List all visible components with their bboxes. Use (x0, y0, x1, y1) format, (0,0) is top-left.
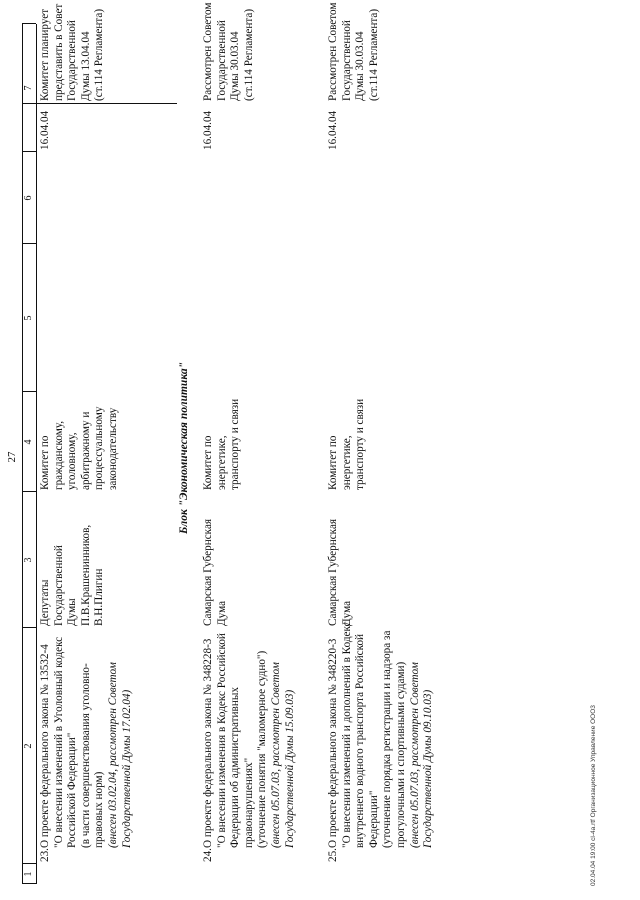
committee-line: уголовному, (66, 432, 79, 490)
document-page (0, 2, 620, 892)
column-header-5: 5 (23, 315, 34, 321)
bill-title (202, 633, 297, 848)
bill-status (327, 3, 381, 101)
column-header-1: 1 (23, 871, 34, 877)
committee-line: законодательству (106, 407, 119, 490)
block-title: Блок "Экономическая политика" (178, 361, 190, 534)
initiator-line: Дума (340, 600, 353, 626)
bill-title-line: (уточнение порядка регистрации и надзора за (381, 630, 394, 848)
header-bottom-rule (36, 24, 37, 884)
bill-note-line: Государственной Думы 15.09.03) (283, 689, 296, 848)
bill-initiator (327, 519, 354, 626)
initiator-line: В.Н.Плигин (93, 568, 106, 626)
status-line: представить в Совет (52, 3, 65, 101)
status-line: Думы 30.03.04 (354, 31, 367, 101)
committee-line: арбитражному и (79, 411, 92, 490)
initiator-line: П.В.Крашенинников, (79, 524, 92, 626)
bill-title-line: "О внесении изменения в Кодекс Российской (215, 633, 228, 848)
committee-line: энергетике, (215, 435, 228, 490)
status-line: Думы 13.04.04 (79, 31, 92, 101)
committee-line: Комитет по (202, 435, 214, 490)
initiator-line: Государственной (52, 545, 65, 626)
bill-date: 16.04.04 (39, 110, 51, 150)
status-line: Рассмотрен Советом (202, 2, 214, 101)
committee-line: Комитет по (39, 435, 51, 490)
initiator-line: Дума (215, 600, 228, 626)
committee-line: энергетике, (340, 435, 353, 490)
bill-title (327, 621, 436, 848)
bill-note-line: (внесен 03.02.04, рассмотрен Советом (106, 662, 119, 848)
bill-note-line: Государственной Думы 09.10.03) (422, 689, 435, 848)
bill-title-line: О проекте федерального закона № 13532-4 (39, 644, 51, 848)
bill-title-line: "О внесении изменений и дополнений в Кодекс (340, 621, 353, 848)
bill-title-line: Федерации об административных (229, 687, 242, 848)
status-line: Комитет планирует (39, 8, 51, 101)
bill-title-line: прогулочными и спортивными судами) (394, 661, 407, 848)
bill-initiator (39, 525, 107, 626)
status-line: Государственной (66, 20, 79, 101)
row-number: 25. (327, 848, 339, 862)
bill-title-line: (в части совершенствования уголовно- (79, 663, 92, 848)
initiator-line: Самарская Губернская (327, 518, 339, 626)
status-line: (ст.114 Регламента) (367, 8, 380, 101)
bill-committee (202, 399, 243, 490)
committee-line: процессуальному (93, 406, 106, 490)
committee-line: гражданскому, (52, 420, 65, 490)
bill-committee (327, 399, 368, 490)
page-footer: 02.04.04 19:00 cl-4a.rtf Организационное Управление ООО3 (590, 705, 597, 886)
column-header-3: 3 (23, 557, 34, 563)
bill-title-line: (уточнение понятия "маломерное судно") (256, 650, 269, 848)
status-line: Думы 30.03.04 (229, 31, 242, 101)
row-number: 24. (202, 848, 214, 862)
status-line: (ст.114 Регламента) (93, 8, 106, 101)
bill-note-line: (внесен 05.07.03, рассмотрен Советом (269, 662, 282, 848)
bill-initiator (202, 519, 229, 626)
initiator-line: Самарская Губернская (202, 518, 214, 626)
bill-committee (39, 407, 121, 490)
status-line: (ст.114 Регламента) (242, 8, 255, 101)
column-header-6: 6 (23, 195, 34, 201)
bill-title-line: внутреннего водного транспорта Российской (354, 633, 367, 848)
column-header-2: 2 (23, 743, 34, 749)
status-line: Государственной (340, 20, 353, 101)
status-line: Рассмотрен Советом (327, 2, 339, 101)
bill-status (202, 3, 256, 101)
row-number: 23. (39, 848, 51, 862)
bill-title-line: правонарушениях" (242, 757, 255, 848)
committee-line: Комитет по (327, 435, 339, 490)
bill-title-line: О проекте федерального закона № 348228-3 (202, 638, 214, 848)
bill-status (39, 4, 107, 101)
status-line: Государственной (215, 20, 228, 101)
bill-title (39, 637, 134, 848)
column-rule-long (22, 103, 177, 104)
column-header-4: 4 (23, 439, 34, 445)
bill-date: 16.04.04 (202, 110, 214, 150)
committee-line: транспорту и связи (354, 398, 367, 490)
bill-date: 16.04.04 (327, 110, 339, 150)
initiator-line: Депутаты (39, 579, 51, 626)
bill-title-line: "О внесении изменений в Уголовный кодекс (52, 636, 65, 848)
bill-title-line: Федерации" (367, 790, 380, 848)
bill-title-line: Российской Федерации" (66, 732, 79, 848)
committee-line: транспорту и связи (229, 398, 242, 490)
initiator-line: Думы (66, 598, 79, 626)
page-number: 27 (6, 451, 18, 463)
bill-note-line: Государственной Думы 17.02.04) (120, 689, 133, 848)
bill-note-line: (внесен 05.07.03, рассмотрен Советом (408, 662, 421, 848)
bill-title-line: О проекте федерального закона № 348220-3 (327, 638, 339, 848)
column-header-7: 7 (23, 85, 34, 91)
bill-title-line: правовых норм) (93, 771, 106, 848)
